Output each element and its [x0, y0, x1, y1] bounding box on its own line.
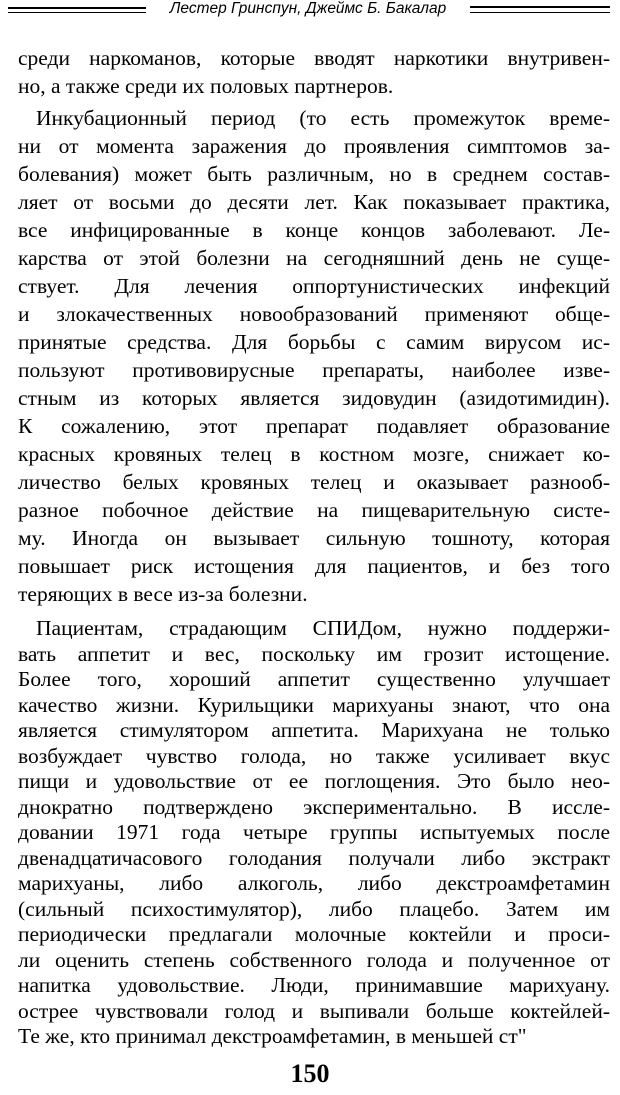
text-line: острее чувствовали голод и выпивали больше коктейлей- — [18, 998, 610, 1023]
text-line: периодически предлагали молочные коктейли и проси- — [18, 922, 610, 946]
text-line: является стимулятором аппетита. Марихуана не только — [18, 718, 610, 742]
text-line: двенадцатичасового голодания получали либо экстракт — [18, 845, 610, 870]
text-line: и злокачественных новообразований применяют обще- — [18, 302, 610, 326]
header-rule — [8, 7, 146, 9]
text-line: марихуаны, либо алкоголь, либо декстроамфетамин — [18, 871, 610, 895]
text-line: красных кровяных телец в костном мозге, снижает ко- — [18, 442, 610, 466]
header-rule — [470, 12, 610, 13]
text-line: повышает риск истощения для пациентов, и без того — [18, 554, 610, 578]
text-line: все инфицированные в конце концов заболевают. Ле- — [18, 218, 610, 242]
text-line: пользуют противовирусные препараты, наиболее изве- — [18, 358, 610, 382]
text-line: теряющих в весе из-за болезни. — [18, 582, 308, 606]
text-line: качество жизни. Курильщики марихуаны знают, что она — [18, 692, 610, 717]
text-line: Более того, хороший аппетит существенно улучшает — [18, 667, 610, 691]
text-line: Те же, кто принимал декстроамфетамин, в меньшей ст" — [18, 1024, 527, 1048]
text-line: напитка удовольствие. Люди, принимавшие марихуану. — [18, 973, 610, 997]
text-line: К сожалению, этот препарат подавляет образование — [18, 414, 610, 438]
running-title: Лестер Гринспун, Джеймс Б. Бакалар — [169, 0, 447, 17]
text-line: ни от момента заражения до проявления симптомов за- — [18, 134, 610, 158]
text-line: ляет от восьми до десяти лет. Как показывает практика, — [18, 190, 610, 214]
running-header — [0, 0, 620, 24]
text-line: му. Иногда он вызывает сильную тошноту, которая — [18, 526, 610, 550]
text-line: среди наркоманов, которые вводят наркотики внутривен- — [18, 46, 610, 70]
text-line: (сильный психостимулятор), либо плацебо. Затем им — [18, 896, 610, 921]
text-line: днократно подтверждено экспериментально. В иссле- — [18, 794, 610, 819]
text-line: стным из которых является зидовудин (азидотимидин). — [18, 386, 610, 410]
text-line: принятые средства. Для борьбы с самим вирусом ис- — [18, 330, 610, 354]
text-line: ствует. Для лечения оппортунистических инфекций — [18, 274, 610, 298]
text-line: Инкубационный период (то есть промежуток време- — [36, 106, 610, 130]
text-line: разное побочное действие на пищеварительную систе- — [18, 498, 610, 522]
text-line: пищи и удовольствие от ее поглощения. Это было нео- — [18, 769, 610, 793]
text-line: ли оценить степень собственного голода и полученное от — [18, 947, 610, 972]
header-rule — [8, 12, 146, 13]
text-line: возбуждает чувство голода, но также усиливает вкус — [18, 743, 610, 768]
text-line: но, а также среди их половых партнеров. — [18, 74, 394, 98]
text-line: карства от этой болезни на сегодняшний день не суще- — [18, 246, 610, 270]
text-line: личество белых кровяных телец и оказывает разнооб- — [18, 470, 610, 494]
text-line: вать аппетит и вес, поскольку им грозит истощение. — [18, 641, 610, 666]
text-line: довании 1971 года четыре группы испытуемых после — [18, 820, 610, 844]
text-line: Пациентам, страдающим СПИДом, нужно поддержи- — [36, 616, 610, 640]
text-line: болевания) может быть различным, но в среднем состав- — [18, 162, 610, 186]
header-rule — [470, 6, 610, 8]
page-number: 150 — [290, 1058, 330, 1088]
